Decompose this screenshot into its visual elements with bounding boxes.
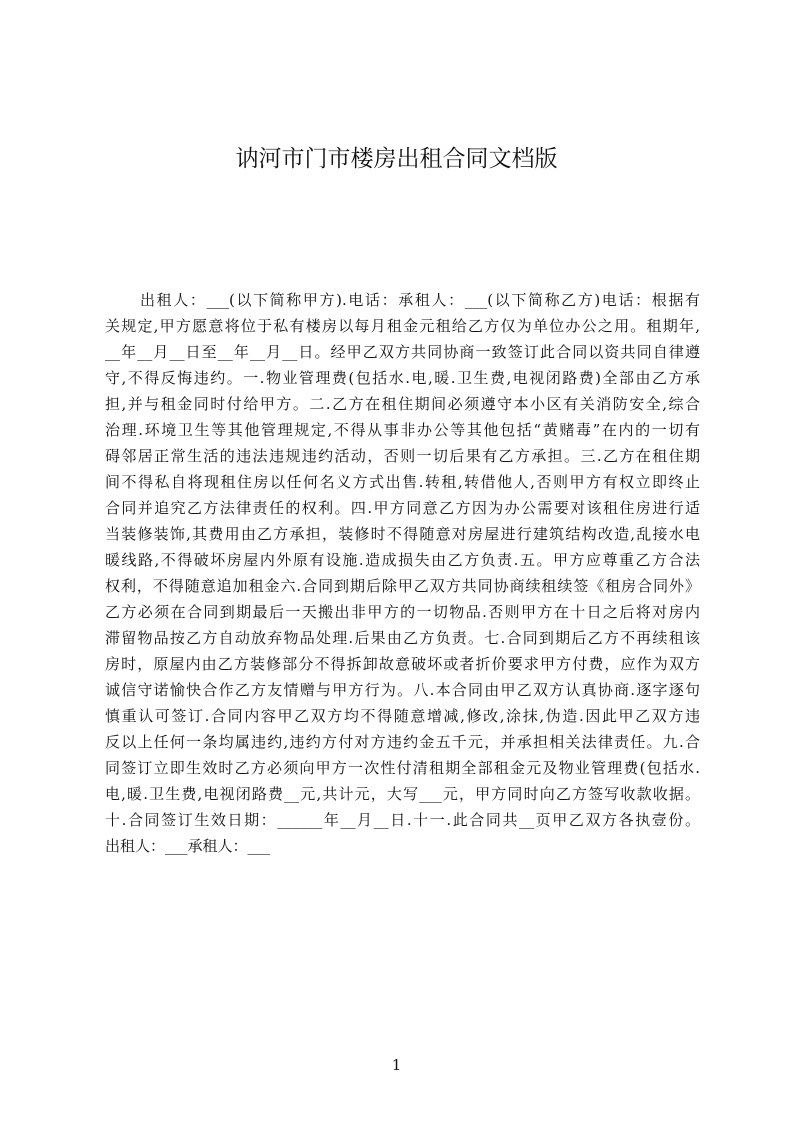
body-line: 暖线路,不得破坏房屋内外原有设施.造成损失由乙方负责.五。甲方应尊重乙方合法 (105, 551, 700, 569)
body-line: 乙方必须在合同到期最后一天搬出非甲方的一切物品.否则甲方在十日之后将对房内 (105, 603, 700, 621)
body-line: 电,暖.卫生费,电视闭路费__元,共计元，大写___元，甲方同时向乙方签写收款收据。 (105, 785, 700, 803)
body-line: 十.合同签订生效日期：______年__月__日.十一.此合同共__页甲乙双方各执壹份。 (105, 811, 700, 829)
body-line: 反以上任何一条均属违约,违约方付对方违约金五千元，并承担相关法律责任。九.合 (105, 733, 700, 751)
body-line: 慎重认可签订.合同内容甲乙双方均不得随意增减,修改,涂抹,伪造.因此甲乙双方违 (105, 707, 700, 725)
body-line: 诚信守诺愉快合作乙方友情赠与甲方行为。八.本合同由甲乙双方认真协商.逐字逐句 (105, 681, 700, 699)
page-number: 1 (391, 1056, 402, 1074)
body-line: 担,并与租金同时付给甲方。二.乙方在租住期间必须遵守本小区有关消防安全,综合 (105, 395, 700, 413)
body-line: 同签订立即生效时乙方必须向甲方一次性付清租期全部租金元及物业管理费(包括水. (105, 759, 700, 777)
body-line: 房时，原屋内由乙方装修部分不得拆卸故意破坏或者折价要求甲方付费，应作为双方 (105, 655, 700, 673)
page-title: 讷河市门市楼房出租合同文档版 (235, 146, 558, 172)
body-line: 权利，不得随意追加租金六.合同到期后除甲乙双方共同协商续租续签《租房合同外》 (105, 577, 700, 595)
body-line: 关规定,甲方愿意将位于私有楼房以每月租金元租给乙方仅为单位办公之用。租期年, (105, 317, 700, 335)
body-line: 治理.环境卫生等其他管理规定,不得从事非办公等其他包括“黄赌毒”在内的一切有 (105, 421, 700, 439)
body-line: 守,不得反悔违约。一.物业管理费(包括水.电,暖.卫生费,电视闭路费)全部由乙方承 (105, 369, 700, 387)
body-line: 当装修装饰,其费用由乙方承担，装修时不得随意对房屋进行建筑结构改造,乱接水电 (105, 525, 700, 543)
body-line: 碍邻居正常生活的违法违规违约活动，否则一切后果有乙方承担。三.乙方在租住期 (105, 447, 700, 465)
body-line: 滞留物品按乙方自动放弃物品处理.后果由乙方负责。七.合同到期后乙方不再续租该 (105, 629, 700, 647)
body-line: __年__月__日至__年__月__日。经甲乙双方共同协商一致签订此合同以资共同自律遵 (105, 343, 700, 361)
contract-body (105, 287, 700, 859)
signature-line: 出租人：___承租人：___ (105, 837, 271, 855)
body-line: 合同并追究乙方法律责任的权利。四.甲方同意乙方因为办公需要对该租住房进行适 (105, 499, 700, 517)
body-line: 出租人：___(以下简称甲方).电话：承租人：___(以下简称乙方)电话：根据有 (140, 291, 700, 309)
body-line: 间不得私自将现租住房以任何名义方式出售.转租,转借他人,否则甲方有权立即终止 (105, 473, 700, 491)
